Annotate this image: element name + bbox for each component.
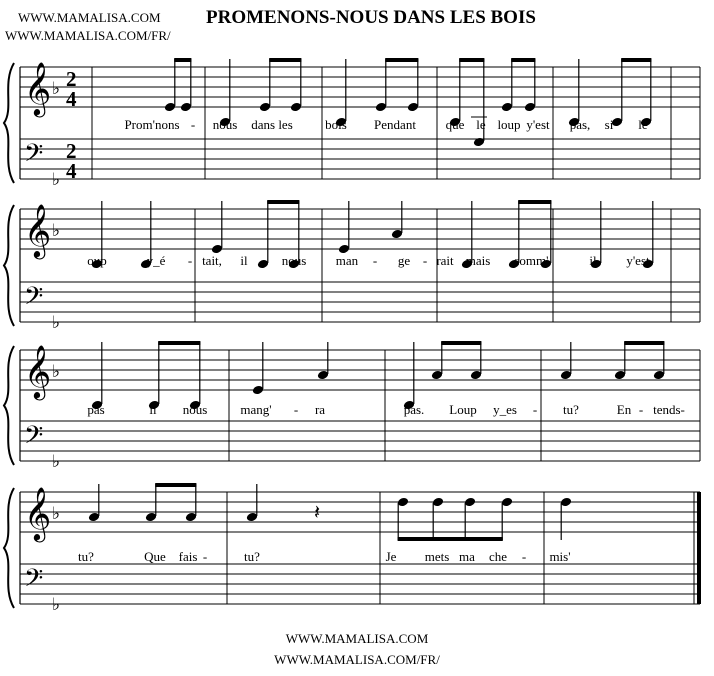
flat-key-signature: ♭ xyxy=(52,504,61,523)
brace xyxy=(4,205,14,326)
treble-clef-icon: 𝄞 xyxy=(24,488,52,539)
lyric-syllable: ge xyxy=(397,253,411,268)
lyric-syllable: y_es xyxy=(493,402,517,417)
bass-staff xyxy=(20,282,700,322)
lyric-syllable: fais xyxy=(178,549,198,564)
flat-key-signature: ♭ xyxy=(52,362,61,381)
treble-clef-icon: 𝄞 xyxy=(24,205,52,256)
note-beam xyxy=(158,341,200,345)
treble-staff xyxy=(20,492,700,532)
lyric-syllable: man xyxy=(335,253,359,268)
lyric-syllable: pas. xyxy=(403,402,425,417)
quarter-rest-icon: 𝄽 xyxy=(314,502,321,524)
bass-clef-icon: 𝄢 xyxy=(24,422,44,455)
lyric-syllable: mets xyxy=(424,549,450,564)
lyric-syllable: ra xyxy=(314,402,326,417)
lyric-syllable: - xyxy=(372,253,378,268)
bass-clef-icon: 𝄢 xyxy=(24,283,44,316)
lyric-syllable: Que xyxy=(144,549,166,564)
note-beam xyxy=(155,483,196,487)
lyric-syllable: comm' xyxy=(513,253,549,268)
lyric-syllable: - xyxy=(202,549,208,564)
note-beam xyxy=(267,200,299,204)
lyric-syllable: tait, xyxy=(202,253,222,268)
lyric-syllable: oup xyxy=(87,253,107,268)
score-system-1 xyxy=(4,58,700,189)
lyric-syllable: il xyxy=(589,253,597,268)
lyric-syllable: y_é xyxy=(146,253,166,268)
lyric-syllable: tu? xyxy=(78,549,94,564)
treble-staff xyxy=(20,67,700,107)
score-system-3 xyxy=(4,341,700,471)
lyric-syllable: le xyxy=(638,117,648,132)
lyric-syllable: - xyxy=(521,549,527,564)
lyric-syllable: nous xyxy=(281,253,307,268)
lyric-syllable: Pendant xyxy=(374,117,416,132)
lyric-syllable: En xyxy=(616,402,632,417)
site-url-top-2: WWW.MAMALISA.COM/FR/ xyxy=(5,28,171,43)
lyric-syllable: - xyxy=(187,253,193,268)
lyric-syllable: Prom'nons xyxy=(124,117,180,132)
lyric-syllable: tends- xyxy=(653,402,685,417)
bass-clef-icon: 𝄢 xyxy=(24,140,44,173)
note-beam xyxy=(174,58,191,62)
treble-clef-icon: 𝄞 xyxy=(24,346,52,397)
treble-staff xyxy=(20,209,700,249)
treble-staff xyxy=(20,350,700,390)
site-url-top-1: WWW.MAMALISA.COM xyxy=(18,10,161,25)
lyric-syllable: y'est xyxy=(526,117,550,132)
lyric-syllable: - xyxy=(190,117,196,132)
final-barline xyxy=(697,492,701,604)
lyric-syllable: bois xyxy=(325,117,347,132)
note-beam xyxy=(385,58,418,62)
flat-key-signature: ♭ xyxy=(52,313,61,332)
note-beam xyxy=(398,537,503,541)
song-title: PROMENONS-NOUS DANS LES BOIS xyxy=(206,7,536,28)
flat-key-signature: ♭ xyxy=(52,79,61,98)
flat-key-signature: ♭ xyxy=(52,221,61,240)
lyric-syllable: pas xyxy=(87,402,105,417)
lyric-syllable: mang' xyxy=(240,402,272,417)
lyric-syllable: Loup xyxy=(449,402,477,417)
time-signature-bottom: 4 xyxy=(66,87,77,111)
time-signature-top: 2 xyxy=(66,139,77,163)
site-url-bottom-2: WWW.MAMALISA.COM/FR/ xyxy=(274,652,440,667)
lyric-syllable: si xyxy=(604,117,614,132)
lyric-syllable: nous xyxy=(182,402,208,417)
lyric-syllable: que xyxy=(445,117,465,132)
lyric-syllable: il xyxy=(240,253,248,268)
note-beam xyxy=(624,341,664,345)
lyric-syllable: tu? xyxy=(244,549,260,564)
lyric-syllable: - xyxy=(638,402,644,417)
note-beam xyxy=(518,200,551,204)
time-signature-top: 2 xyxy=(66,67,77,91)
site-url-bottom-1: WWW.MAMALISA.COM xyxy=(285,631,429,646)
lyric-syllable: - xyxy=(293,402,299,417)
lyric-syllable: - xyxy=(532,402,538,417)
flat-key-signature: ♭ xyxy=(52,452,61,471)
lyric-syllable: y'est xyxy=(626,253,650,268)
lyric-syllable: rait xyxy=(436,253,454,268)
score-system-2 xyxy=(4,200,700,332)
lyric-syllable: dans les xyxy=(251,117,293,132)
treble-clef-icon: 𝄞 xyxy=(24,63,52,114)
brace xyxy=(4,488,14,608)
lyric-syllable: ma xyxy=(459,549,475,564)
brace xyxy=(4,346,14,465)
bass-clef-icon: 𝄢 xyxy=(24,565,44,598)
score-system-4 xyxy=(4,483,701,614)
bass-staff xyxy=(20,139,700,179)
note-beam xyxy=(441,341,481,345)
lyric-syllable: pas, xyxy=(569,117,591,132)
lyric-syllable: il xyxy=(149,402,157,417)
time-signature-bottom: 4 xyxy=(66,159,77,183)
note-beam xyxy=(269,58,301,62)
lyric-syllable: tu? xyxy=(563,402,579,417)
lyric-syllable: le xyxy=(476,117,486,132)
lyric-syllable: loup xyxy=(497,117,521,132)
lyric-syllable: mis' xyxy=(549,549,571,564)
note-beam xyxy=(459,58,484,62)
lyric-syllable: nous xyxy=(212,117,238,132)
bass-staff xyxy=(20,421,700,461)
lyric-syllable: - xyxy=(422,253,428,268)
lyric-syllable: Je xyxy=(385,549,397,564)
flat-key-signature: ♭ xyxy=(52,170,61,189)
lyric-syllable: che xyxy=(488,549,508,564)
note-beam xyxy=(621,58,651,62)
flat-key-signature: ♭ xyxy=(52,595,61,614)
brace xyxy=(4,63,14,183)
lyric-syllable: mais xyxy=(465,253,491,268)
bass-staff xyxy=(20,564,700,604)
note-beam xyxy=(511,58,535,62)
